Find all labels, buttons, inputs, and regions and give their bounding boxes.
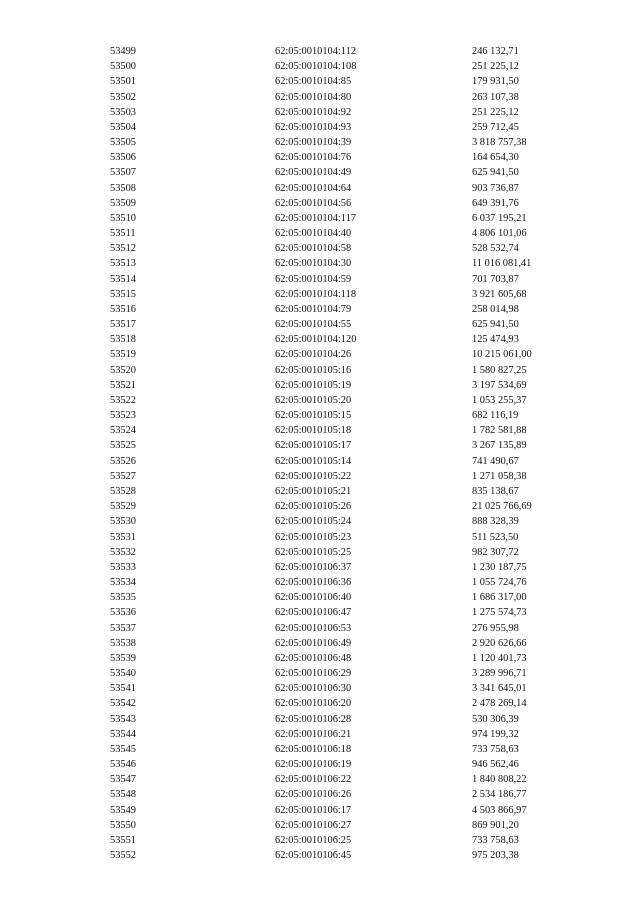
cadastral-number: 62:05:0010106:45 <box>275 850 352 862</box>
row-number: 53541 <box>110 683 136 695</box>
table-row <box>110 256 580 271</box>
cadastral-value: 733 758,63 <box>472 834 519 846</box>
table-row <box>110 150 580 165</box>
cadastral-value: 251 225,12 <box>472 106 519 118</box>
table-row <box>110 196 580 211</box>
cadastral-number: 62:05:0010104:93 <box>275 121 352 133</box>
cadastral-value: 164 654,30 <box>472 152 519 164</box>
cadastral-value: 1 055 724,76 <box>472 577 527 589</box>
cadastral-value: 246 132,71 <box>472 46 519 57</box>
cadastral-value: 259 712,45 <box>472 121 519 133</box>
row-number: 53505 <box>110 137 136 149</box>
cadastral-value: 3 818 757,38 <box>472 137 527 149</box>
row-number: 53514 <box>110 273 136 285</box>
cadastral-number: 62:05:0010105:26 <box>275 501 352 513</box>
table-row <box>110 44 580 59</box>
cadastral-value: 741 490,67 <box>472 455 519 467</box>
cadastral-value: 11 016 081,41 <box>472 258 532 270</box>
cadastral-value: 251 225,12 <box>472 61 519 73</box>
table-row <box>110 332 580 347</box>
table-row <box>110 742 580 757</box>
row-number: 53546 <box>110 759 136 771</box>
cadastral-number: 62:05:0010104:85 <box>275 76 352 88</box>
row-number: 53547 <box>110 774 136 786</box>
row-number: 53500 <box>110 61 136 73</box>
row-number: 53527 <box>110 470 136 482</box>
cadastral-number: 62:05:0010105:17 <box>275 440 352 452</box>
cadastral-number: 62:05:0010106:49 <box>275 637 352 649</box>
row-number: 53551 <box>110 834 136 846</box>
cadastral-number: 62:05:0010104:80 <box>275 91 352 103</box>
row-number: 53526 <box>110 455 136 467</box>
cadastral-value: 2 920 626,66 <box>472 637 527 649</box>
row-number: 53516 <box>110 303 136 315</box>
cadastral-number: 62:05:0010106:28 <box>275 713 352 725</box>
cadastral-value: 3 197 534,69 <box>472 379 527 391</box>
table-row <box>110 287 580 302</box>
row-number: 53533 <box>110 561 136 573</box>
table-row <box>110 484 580 499</box>
row-number: 53545 <box>110 743 136 755</box>
row-number: 53522 <box>110 394 136 406</box>
row-number: 53530 <box>110 516 136 528</box>
cadastral-number: 62:05:0010104:79 <box>275 303 352 315</box>
cadastral-value: 21 025 766,69 <box>472 501 532 513</box>
table-row <box>110 454 580 469</box>
cadastral-value: 1 686 317,00 <box>472 592 527 604</box>
table-row <box>110 636 580 651</box>
cadastral-value: 982 307,72 <box>472 546 519 558</box>
table-row <box>110 727 580 742</box>
table-row <box>110 681 580 696</box>
cadastral-number: 62:05:0010104:55 <box>275 319 352 331</box>
row-number: 53518 <box>110 334 136 346</box>
cadastral-value: 4 503 866,97 <box>472 804 527 816</box>
row-number: 53524 <box>110 425 136 437</box>
cadastral-number: 62:05:0010105:19 <box>275 379 352 391</box>
table-row <box>110 605 580 620</box>
row-number: 53549 <box>110 804 136 816</box>
table-row <box>110 818 580 833</box>
cadastral-number: 62:05:0010104:112 <box>275 46 357 57</box>
cadastral-number: 62:05:0010106:40 <box>275 592 352 604</box>
cadastral-number: 62:05:0010105:24 <box>275 516 352 528</box>
table-row <box>110 590 580 605</box>
table-row <box>110 438 580 453</box>
table-row <box>110 530 580 545</box>
row-number: 53542 <box>110 698 136 710</box>
row-number: 53534 <box>110 577 136 589</box>
cadastral-number: 62:05:0010106:17 <box>275 804 352 816</box>
cadastral-number: 62:05:0010106:36 <box>275 577 352 589</box>
row-number: 53544 <box>110 728 136 740</box>
table-row <box>110 575 580 590</box>
cadastral-number: 62:05:0010106:37 <box>275 561 352 573</box>
cadastral-number: 62:05:0010105:23 <box>275 531 352 543</box>
cadastral-number: 62:05:0010106:25 <box>275 834 352 846</box>
cadastral-value: 511 523,50 <box>472 531 519 543</box>
table-row <box>110 135 580 150</box>
cadastral-value: 1 275 574,73 <box>472 607 527 619</box>
row-number: 53517 <box>110 319 136 331</box>
table-row <box>110 621 580 636</box>
row-number: 53512 <box>110 243 136 255</box>
row-number: 53543 <box>110 713 136 725</box>
cadastral-number: 62:05:0010106:47 <box>275 607 352 619</box>
cadastral-value: 179 931,50 <box>472 76 519 88</box>
row-number: 53537 <box>110 622 136 634</box>
table-row <box>110 757 580 772</box>
cadastral-number: 62:05:0010105:25 <box>275 546 352 558</box>
cadastral-number: 62:05:0010105:15 <box>275 410 352 422</box>
cadastral-number: 62:05:0010104:56 <box>275 197 352 209</box>
cadastral-value: 1 230 187,75 <box>472 561 527 573</box>
cadastral-number: 62:05:0010104:49 <box>275 167 352 179</box>
cadastral-number: 62:05:0010106:21 <box>275 728 352 740</box>
cadastral-number: 62:05:0010106:22 <box>275 774 352 786</box>
row-number: 53502 <box>110 91 136 103</box>
table-row <box>110 120 580 135</box>
table-row <box>110 423 580 438</box>
row-number: 53501 <box>110 76 136 88</box>
cadastral-value: 625 941,50 <box>472 319 519 331</box>
cadastral-value: 263 107,38 <box>472 91 519 103</box>
cadastral-number: 62:05:0010104:92 <box>275 106 352 118</box>
row-number: 53507 <box>110 167 136 179</box>
row-number: 53523 <box>110 410 136 422</box>
cadastral-value: 1 782 581,88 <box>472 425 527 437</box>
cadastral-value: 974 199,32 <box>472 728 519 740</box>
row-number: 53511 <box>110 228 136 240</box>
cadastral-value: 946 562,46 <box>472 759 519 771</box>
table-row <box>110 363 580 378</box>
table-row <box>110 666 580 681</box>
cadastral-value: 530 306,39 <box>472 713 519 725</box>
table-row <box>110 105 580 120</box>
cadastral-value: 835 138,67 <box>472 485 519 497</box>
cadastral-number: 62:05:0010106:19 <box>275 759 352 771</box>
row-number: 53503 <box>110 106 136 118</box>
cadastral-value: 1 840 808,22 <box>472 774 527 786</box>
table-row <box>110 393 580 408</box>
cadastral-value: 1 053 255,37 <box>472 394 527 406</box>
table-row <box>110 74 580 89</box>
table-row <box>110 651 580 666</box>
table-row <box>110 302 580 317</box>
row-number: 53515 <box>110 288 136 300</box>
table-row <box>110 226 580 241</box>
cadastral-number: 62:05:0010104:108 <box>275 61 357 73</box>
row-number: 53548 <box>110 789 136 801</box>
row-number: 53532 <box>110 546 136 558</box>
cadastral-value: 888 328,39 <box>472 516 519 528</box>
cadastral-number: 62:05:0010105:22 <box>275 470 352 482</box>
cadastral-number: 62:05:0010104:64 <box>275 182 352 194</box>
table-row <box>110 712 580 727</box>
cadastral-number: 62:05:0010106:26 <box>275 789 352 801</box>
table-row <box>110 347 580 362</box>
table-row <box>110 514 580 529</box>
cadastral-number: 62:05:0010105:21 <box>275 485 352 497</box>
row-number: 53513 <box>110 258 136 270</box>
cadastral-value-table <box>110 44 580 863</box>
row-number: 53539 <box>110 652 136 664</box>
row-number: 53528 <box>110 485 136 497</box>
table-row <box>110 378 580 393</box>
table-row <box>110 408 580 423</box>
cadastral-value: 3 341 645,01 <box>472 683 527 695</box>
row-number: 53519 <box>110 349 136 361</box>
cadastral-value: 125 474,93 <box>472 334 519 346</box>
row-number: 53508 <box>110 182 136 194</box>
row-number: 53520 <box>110 364 136 376</box>
table-row <box>110 772 580 787</box>
row-number: 53540 <box>110 668 136 680</box>
table-row <box>110 787 580 802</box>
cadastral-value: 869 901,20 <box>472 819 519 831</box>
row-number: 53536 <box>110 607 136 619</box>
table-row <box>110 211 580 226</box>
table-row <box>110 499 580 514</box>
cadastral-value: 3 921 605,68 <box>472 288 527 300</box>
cadastral-number: 62:05:0010106:20 <box>275 698 352 710</box>
table-row <box>110 317 580 332</box>
cadastral-value: 1 120 401,73 <box>472 652 527 664</box>
row-number: 53521 <box>110 379 136 391</box>
table-row <box>110 59 580 74</box>
cadastral-number: 62:05:0010105:18 <box>275 425 352 437</box>
cadastral-number: 62:05:0010104:26 <box>275 349 352 361</box>
table-row <box>110 241 580 256</box>
cadastral-number: 62:05:0010104:30 <box>275 258 352 270</box>
cadastral-value: 258 014,98 <box>472 303 519 315</box>
table-row <box>110 560 580 575</box>
cadastral-number: 62:05:0010104:120 <box>275 334 357 346</box>
row-number: 53504 <box>110 121 136 133</box>
cadastral-value: 1 580 827,25 <box>472 364 527 376</box>
cadastral-number: 62:05:0010104:39 <box>275 137 352 149</box>
cadastral-number: 62:05:0010104:118 <box>275 288 357 300</box>
table-row <box>110 696 580 711</box>
table-row <box>110 469 580 484</box>
row-number: 53535 <box>110 592 136 604</box>
cadastral-value: 3 289 996,71 <box>472 668 527 680</box>
cadastral-number: 62:05:0010104:117 <box>275 212 357 224</box>
table-row <box>110 848 580 863</box>
cadastral-number: 62:05:0010105:16 <box>275 364 352 376</box>
cadastral-value: 733 758,63 <box>472 743 519 755</box>
cadastral-value: 903 736,87 <box>472 182 519 194</box>
cadastral-value: 625 941,50 <box>472 167 519 179</box>
table-row <box>110 545 580 560</box>
table-row <box>110 181 580 196</box>
cadastral-value: 3 267 135,89 <box>472 440 527 452</box>
cadastral-number: 62:05:0010105:20 <box>275 394 352 406</box>
cadastral-number: 62:05:0010104:59 <box>275 273 352 285</box>
cadastral-value: 1 271 058,38 <box>472 470 527 482</box>
cadastral-value: 2 478 269,14 <box>472 698 527 710</box>
table-row <box>110 272 580 287</box>
cadastral-value: 975 203,38 <box>472 850 519 862</box>
cadastral-number: 62:05:0010105:14 <box>275 455 352 467</box>
table-row <box>110 833 580 848</box>
cadastral-number: 62:05:0010104:76 <box>275 152 352 164</box>
row-number: 53529 <box>110 501 136 513</box>
row-number: 53509 <box>110 197 136 209</box>
row-number: 53531 <box>110 531 136 543</box>
row-number: 53538 <box>110 637 136 649</box>
row-number: 53552 <box>110 850 136 862</box>
cadastral-number: 62:05:0010106:48 <box>275 652 352 664</box>
cadastral-value: 10 215 061,00 <box>472 349 532 361</box>
cadastral-value: 701 703,87 <box>472 273 519 285</box>
cadastral-value: 276 955,98 <box>472 622 519 634</box>
row-number: 53510 <box>110 212 136 224</box>
cadastral-value: 649 391,76 <box>472 197 519 209</box>
cadastral-value: 528 532,74 <box>472 243 519 255</box>
cadastral-number: 62:05:0010106:18 <box>275 743 352 755</box>
cadastral-number: 62:05:0010106:30 <box>275 683 352 695</box>
table-row <box>110 90 580 105</box>
row-number: 53499 <box>110 46 136 57</box>
row-number: 53550 <box>110 819 136 831</box>
cadastral-number: 62:05:0010106:29 <box>275 668 352 680</box>
cadastral-value: 2 534 186,77 <box>472 789 527 801</box>
table-row <box>110 165 580 180</box>
row-number: 53525 <box>110 440 136 452</box>
cadastral-number: 62:05:0010104:40 <box>275 228 352 240</box>
row-number: 53506 <box>110 152 136 164</box>
cadastral-value: 682 116,19 <box>472 410 519 422</box>
cadastral-number: 62:05:0010106:27 <box>275 819 352 831</box>
cadastral-value: 6 037 195,21 <box>472 212 527 224</box>
cadastral-number: 62:05:0010106:53 <box>275 622 352 634</box>
cadastral-number: 62:05:0010104:58 <box>275 243 352 255</box>
table-row <box>110 803 580 818</box>
cadastral-value: 4 806 101,06 <box>472 228 527 240</box>
